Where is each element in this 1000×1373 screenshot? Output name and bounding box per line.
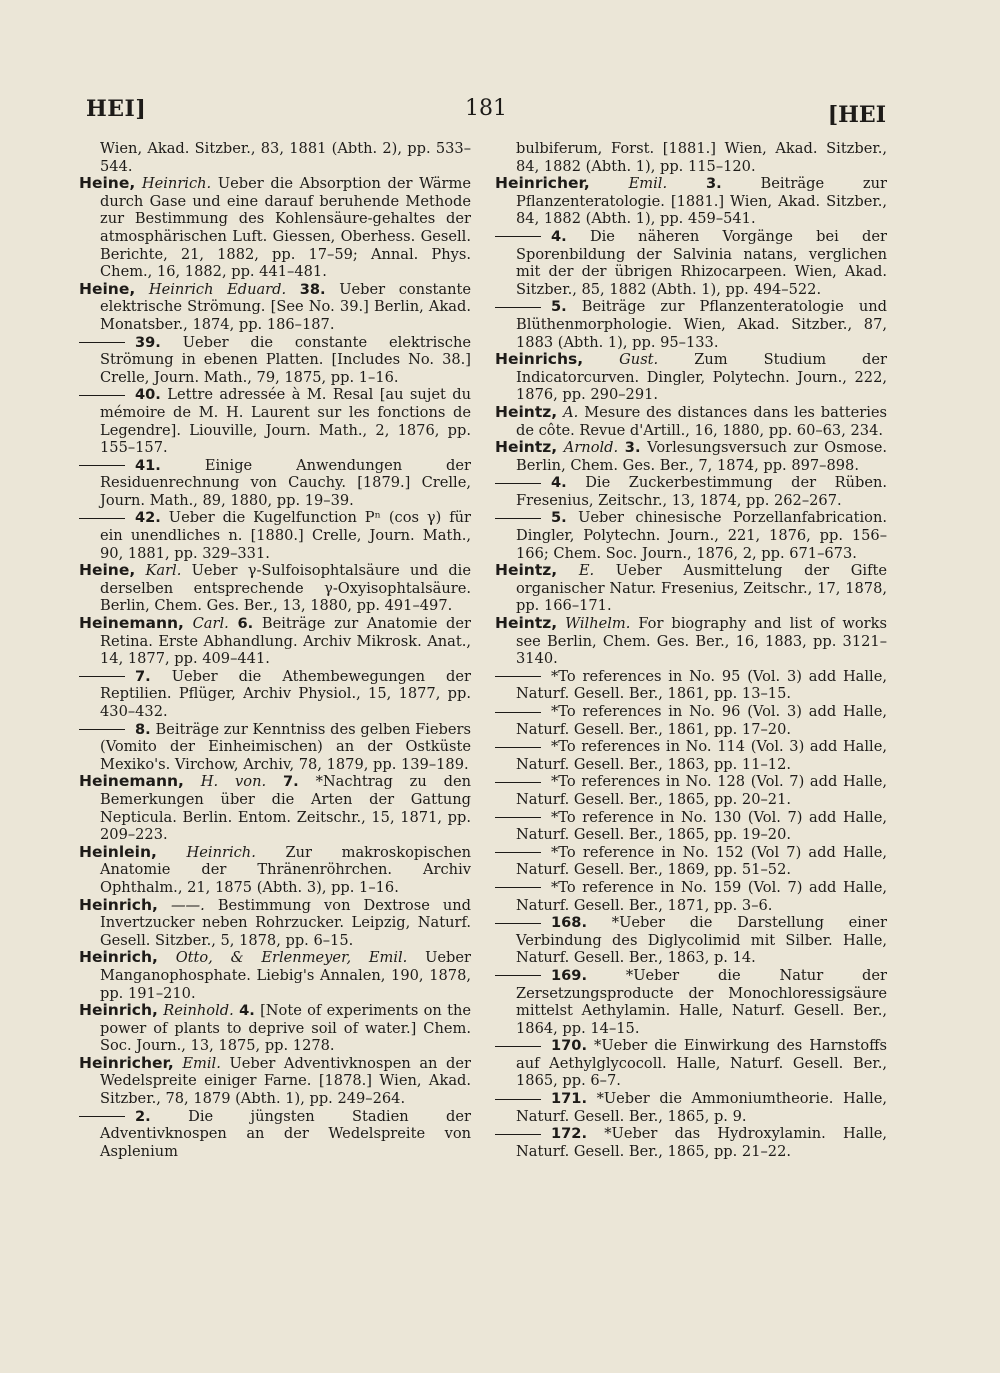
ditto-dash	[495, 483, 541, 484]
ditto-dash	[495, 1046, 541, 1047]
entry-number: 171.	[551, 1090, 588, 1108]
entry-given-name: E.	[578, 562, 595, 580]
entry-author: Heinrich,	[79, 895, 158, 914]
ditto-dash	[79, 1116, 125, 1117]
entry-number: 3.	[624, 439, 641, 457]
bibliography-entry	[79, 773, 471, 843]
entry-given-name: H. von.	[200, 773, 267, 791]
entry-text: Zur makroskopischen Anatomie der Thränenröhrchen. Archiv Ophthalm., 21, 1875 (Abth. 3), pp. 1–16.	[100, 843, 472, 896]
entry-text: *Ueber die Natur der Zersetzungsproducte der Monochloressigsäure mittelst Aethylamin. Halle, Naturf. Gesell. Ber., 1864, pp. 14–15.	[516, 966, 887, 1037]
entry-text: Ueber die Athembewegungen der Reptilien. Pflüger, Archiv Physiol., 15, 1877, pp. 430–432.	[100, 667, 471, 720]
bibliography-entry	[495, 228, 887, 298]
entry-given-name: Otto, & Erlenmeyer, Emil.	[175, 949, 408, 967]
entry-given-name: Gust.	[619, 351, 659, 369]
entry-text: Ueber Adventivknospen an der Wedelspreite einiger Farne. [1878.] Wien, Akad. Sitzber., 78, 1879 (Abth. 1), pp. 249–264.	[100, 1054, 471, 1108]
ditto-dash	[495, 518, 541, 519]
entry-text: Die näheren Vorgänge bei der Sporenbildung der Salvinia natans, verglichen mit der der übrigen Rhizocarpeen. Wien, Akad. Sitzber., 85, 1882 (Abth. 1), pp. 494–522.	[516, 227, 887, 298]
entry-author: Heine,	[79, 174, 136, 193]
bibliography-entry	[79, 281, 471, 334]
entry-text: For biography and list of works see Berlin, Chem. Ges. Ber., 16, 1883, pp. 3121–3140.	[516, 615, 887, 668]
bibliography-entry	[79, 562, 471, 615]
entry-text: Ueber die constante elektrische Strömung in ebenen Platten. [Includes No. 38.] Crelle, Journ. Math., 79, 1875, pp. 1–16.	[100, 333, 471, 386]
entry-number: 2.	[135, 1107, 151, 1125]
entry-given-name: Heinrich Eduard.	[148, 280, 287, 298]
bibliography-entry	[79, 334, 471, 387]
bibliography-entry	[495, 615, 887, 668]
entry-author: Heintz,	[495, 438, 558, 457]
ditto-dash	[495, 307, 541, 308]
ditto-dash	[79, 395, 125, 396]
entry-text: *To references in No. 95 (Vol. 3) add Halle, Naturf. Gesell. Ber., 1861, pp. 13–15.	[516, 667, 887, 703]
entry-number: 4.	[551, 227, 567, 245]
header-right: [HEI	[827, 102, 886, 128]
bibliography-entry	[495, 175, 887, 228]
bibliography-entry	[495, 1125, 887, 1160]
bibliography-entry	[495, 914, 887, 967]
entry-given-name: Emil.	[628, 175, 668, 193]
bibliography-entry	[495, 351, 887, 404]
entry-text: Ueber Ausmittelung der Gifte organischer Natur. Fresenius, Zeitschr., 17, 1878, pp. 166–171.	[516, 562, 887, 615]
entry-number: 5.	[551, 298, 567, 316]
entry-text: Bestimmung von Dextrose und Invertzucker neben Rohrzucker. Leipzig, Naturf. Gesell. Sitzber., 5, 1878, pp. 6–15.	[100, 896, 472, 949]
entry-number: 8.	[135, 720, 151, 738]
ditto-dash	[495, 1134, 541, 1135]
right-column	[495, 140, 887, 1160]
entry-number: 169.	[551, 966, 588, 984]
entry-number: 6.	[237, 615, 254, 633]
entry-given-name: Arnold.	[563, 439, 619, 457]
entry-text: Beiträge zur Anatomie der Retina. Erste Abhandlung. Archiv Mikrosk. Anat., 14, 1877, pp. 409–441.	[100, 615, 471, 668]
entry-author: Heinricher,	[79, 1053, 174, 1072]
entry-author: Heintz,	[495, 561, 558, 580]
bibliography-entry	[495, 844, 887, 879]
entry-text: *To reference in No. 152 (Vol 7) add Halle, Naturf. Gesell. Ber., 1869, pp. 51–52.	[516, 843, 887, 879]
entry-author: Heine,	[79, 561, 136, 580]
left-column	[79, 140, 471, 1160]
entry-number: 38.	[299, 280, 326, 298]
entry-given-name: Carl.	[192, 615, 229, 633]
entry-text: Einige Anwendungen der Residuenrechnung von Cauchy. [1879.] Crelle, Journ. Math., 89, 1880, pp. 19–39.	[100, 456, 471, 509]
entry-author: Heinemann,	[79, 772, 184, 791]
ditto-dash	[495, 975, 541, 976]
bibliography-entry	[495, 809, 887, 844]
bibliography-entry	[495, 738, 887, 773]
entry-text: Beiträge zur Kenntniss des gelben Fiebers (Vomito der Einheimischen) an der Ostküste Mexiko's. Virchow, Archiv, 78, 1879, pp. 139–189.	[100, 720, 472, 773]
bibliography-entry	[495, 298, 887, 351]
entry-text: Zum Studium der Indicatorcurven. Dingler, Polytechn. Journ., 222, 1876, pp. 290–291.	[516, 351, 888, 404]
entry-author: Heinlein,	[79, 842, 157, 861]
entry-text: *Ueber die Darstellung einer Verbindung des Diglycolimid mit Silber. Halle, Naturf. Gesell. Ber., 1863, p. 14.	[516, 914, 887, 967]
ditto-dash	[495, 852, 541, 853]
entry-number: 168.	[551, 914, 588, 932]
bibliography-entry	[495, 967, 887, 1037]
entry-number: 7.	[282, 773, 299, 791]
entry-text: *To references in No. 114 (Vol. 3) add Halle, Naturf. Gesell. Ber., 1863, pp. 11–12.	[516, 738, 887, 773]
entry-number: 41.	[135, 456, 161, 474]
entry-given-name: Reinhold.	[163, 1002, 234, 1020]
entry-text: Wien, Akad. Sitzber., 83, 1881 (Abth. 2), pp. 533–544.	[100, 140, 471, 175]
entry-author: Heintz,	[495, 402, 558, 421]
entry-text: *To references in No. 96 (Vol. 3) add Halle, Naturf. Gesell. Ber., 1861, pp. 17–20.	[516, 703, 887, 738]
entry-author: Heinrich,	[79, 1001, 158, 1020]
bibliography-entry	[79, 457, 471, 510]
bibliography-entry	[495, 703, 887, 738]
page-number: 181	[465, 96, 507, 121]
entry-given-name: Karl.	[145, 562, 182, 580]
bibliography-entry	[79, 949, 471, 1002]
bibliography-entry	[79, 509, 471, 562]
entry-text: *To references in No. 128 (Vol. 7) add Halle, Naturf. Gesell. Ber., 1865, pp. 20–21.	[516, 773, 887, 808]
entry-text: *Ueber das Hydroxylamin. Halle, Naturf. Gesell. Ber., 1865, pp. 21–22.	[516, 1125, 888, 1160]
ditto-dash	[495, 1099, 541, 1100]
bibliography-entry	[495, 668, 887, 703]
bibliography-entry	[495, 1037, 887, 1090]
entry-text: *Nachtrag zu den Bemerkungen über die Arten der Gattung Nepticula. Berlin. Entom. Zeitschr., 15, 1871, pp. 209–223.	[100, 773, 471, 844]
ditto-dash	[495, 782, 541, 783]
bibliography-entry	[79, 175, 471, 281]
entry-number: 5.	[551, 509, 567, 527]
entry-given-name: Heinrich.	[186, 843, 256, 861]
entry-author: Heinrich,	[79, 948, 158, 967]
entry-number: 40.	[135, 386, 161, 404]
bibliography-entry	[79, 140, 471, 175]
entry-number: 170.	[551, 1037, 588, 1055]
ditto-dash	[495, 887, 541, 888]
entry-given-name: Wilhelm.	[565, 615, 631, 633]
running-head	[86, 96, 886, 126]
entry-text: Ueber Manganophosphate. Liebig's Annalen, 190, 1878, pp. 191–210.	[100, 949, 472, 1002]
bibliography-entry	[495, 140, 887, 175]
entry-text: Mesure des distances dans les batteries de côte. Revue d'Artill., 16, 1880, pp. 60–63, 234.	[516, 403, 887, 439]
ditto-dash	[495, 712, 541, 713]
bibliography-entry	[79, 615, 471, 668]
ditto-dash	[495, 236, 541, 237]
entry-text: Die Zuckerbestimmung der Rüben. Fresenius, Zeitschr., 13, 1874, pp. 262–267.	[516, 474, 888, 509]
entry-text: Beiträge zur Pflanzenteratologie und Blüthenmorphologie. Wien, Akad. Sitzber., 87, 1883 (Abth. 1), pp. 95–133.	[516, 298, 887, 351]
entry-text: Beiträge zur Pflanzenteratologie. [1881.] Wien, Akad. Sitzber., 84, 1882 (Abth. 1), pp. 459–541.	[516, 175, 887, 228]
entry-number: 4.	[551, 474, 567, 492]
ditto-dash	[79, 676, 125, 677]
entry-number: 39.	[135, 333, 161, 351]
ditto-dash	[79, 465, 125, 466]
ditto-dash	[495, 747, 541, 748]
entry-text: Ueber constante elektrische Strömung. [See No. 39.] Berlin, Akad. Monatsber., 1874, pp. 186–187.	[100, 280, 472, 333]
bibliography-entry	[495, 509, 887, 562]
entry-text: *Ueber die Ammoniumtheorie. Halle, Naturf. Gesell. Ber., 1865, p. 9.	[516, 1090, 888, 1125]
entry-given-name: ——.	[170, 896, 205, 914]
entry-text: Ueber die Absorption der Wärme durch Gase und eine darauf beruhende Methode zur Bestimmung des Kohlensäure-gehaltes der atmosphärischen Luft. Giessen, Oberhess. Gesell. Berichte, 21, 1882, pp. 17–59; Annal. Phys. Chem., 16, 1882, pp. 441–481.	[100, 175, 472, 281]
entry-number: 42.	[135, 509, 161, 527]
entry-number: 3.	[705, 175, 722, 193]
ditto-dash	[79, 518, 125, 519]
ditto-dash	[495, 676, 541, 677]
entry-text: Die jüngsten Stadien der Adventivknospen an der Wedelspreite von Asplenium	[100, 1107, 471, 1160]
bibliography-entry	[79, 844, 471, 897]
entry-author: Heinrichs,	[495, 350, 584, 369]
bibliography-entry	[495, 879, 887, 914]
bibliography-entry	[79, 1002, 471, 1055]
entry-text: [Note of experiments on the power of plants to deprive soil of water.] Chem. Soc. Journ., 13, 1875, pp. 1278.	[100, 1002, 472, 1055]
ditto-dash	[495, 923, 541, 924]
header-left: HEI]	[86, 96, 147, 122]
bibliography-entry	[495, 562, 887, 615]
entry-number: 7.	[135, 667, 151, 685]
bibliography-entry	[79, 668, 471, 721]
entry-text: Ueber γ-Sulfoisophtalsäure und die derselben entsprechende γ-Oxyisophtalsäure. Berlin, Chem. Ges. Ber., 13, 1880, pp. 491–497.	[100, 562, 471, 615]
bibliography-entry	[79, 1055, 471, 1108]
entry-number: 4.	[239, 1002, 255, 1020]
bibliography-entry	[495, 1090, 887, 1125]
bibliography-entry	[495, 474, 887, 509]
entry-text: Ueber chinesische Porzellanfabrication. Dingler, Polytechn. Journ., 221, 1876, pp. 156–166; Chem. Soc. Journ., 1876, 2, pp. 671–673.	[516, 509, 887, 562]
entry-text: *Ueber die Einwirkung des Harnstoffs auf Aethylglycocoll. Halle, Naturf. Gesell. Ber., 1865, pp. 6–7.	[516, 1037, 888, 1090]
entry-given-name: A.	[563, 403, 579, 421]
ditto-dash	[79, 729, 125, 730]
bibliography-entry	[495, 404, 887, 439]
entry-text: Vorlesungsversuch zur Osmose. Berlin, Chem. Ges. Ber., 7, 1874, pp. 897–898.	[516, 439, 888, 474]
bibliography-entry	[79, 721, 471, 774]
entry-author: Heinricher,	[495, 174, 590, 193]
bibliography-entry	[79, 897, 471, 950]
entry-text: *To reference in No. 130 (Vol. 7) add Halle, Naturf. Gesell. Ber., 1865, pp. 19–20.	[516, 808, 887, 844]
entry-text: *To reference in No. 159 (Vol. 7) add Halle, Naturf. Gesell. Ber., 1871, pp. 3–6.	[516, 878, 887, 914]
bibliography-entry	[495, 773, 887, 808]
ditto-dash	[79, 342, 125, 343]
entry-text: bulbiferum, Forst. [1881.] Wien, Akad. Sitzber., 84, 1882 (Abth. 1), pp. 115–120.	[516, 140, 887, 175]
entry-number: 172.	[551, 1125, 588, 1143]
bibliography-entry	[495, 439, 887, 474]
entry-given-name: Heinrich.	[141, 175, 212, 193]
entry-given-name: Emil.	[182, 1054, 221, 1072]
entry-author: Heintz,	[495, 614, 558, 633]
entry-author: Heine,	[79, 279, 136, 298]
entry-author: Heinemann,	[79, 614, 184, 633]
bibliography-entry	[79, 386, 471, 456]
entry-text: Lettre adressée à M. Resal [au sujet du mémoire de M. H. Laurent sur les fonctions de Legendre]. Liouville, Journ. Math., 2, 1876, pp. 155–157.	[100, 386, 471, 457]
bibliography-entry	[79, 1108, 471, 1161]
entry-text: Ueber die Kugelfunction Pⁿ (cos γ) für ein unendliches n. [1880.] Crelle, Journ. Math., 90, 1881, pp. 329–331.	[100, 509, 471, 562]
ditto-dash	[495, 817, 541, 818]
